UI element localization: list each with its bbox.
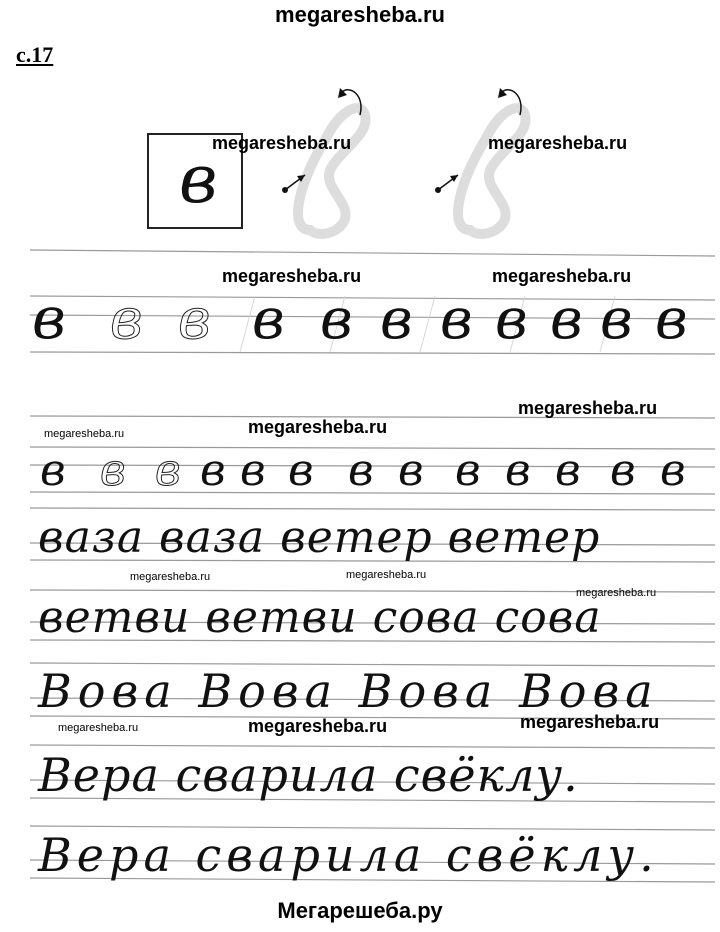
letter-copy: в bbox=[252, 287, 285, 352]
letter-model: в bbox=[40, 445, 66, 496]
letter-copy: в bbox=[200, 445, 226, 496]
letter-copy: в bbox=[240, 445, 266, 496]
letter-copy: в bbox=[455, 445, 481, 496]
site-footer: Мегарешеба.ру bbox=[277, 898, 443, 923]
letter-copy: в bbox=[655, 287, 688, 352]
letter-copy: в bbox=[555, 445, 581, 496]
watermark: megaresheba.ru bbox=[576, 587, 657, 599]
letter-copy: в bbox=[600, 287, 633, 352]
watermark: megaresheba.ru bbox=[248, 716, 388, 736]
site-header: megaresheba.ru bbox=[275, 2, 445, 27]
watermark: megaresheba.ru bbox=[130, 571, 211, 583]
copy-line-3: ваза ваза ветер ветер bbox=[38, 512, 601, 563]
letter-model: в bbox=[32, 284, 66, 352]
sample-letter: в bbox=[179, 141, 218, 218]
watermark: megaresheba.ru bbox=[518, 398, 658, 418]
letter-copy: в bbox=[505, 445, 531, 496]
watermark: megaresheba.ru bbox=[248, 417, 388, 437]
watermark: megaresheba.ru bbox=[492, 266, 632, 286]
watermark: megaresheba.ru bbox=[488, 133, 628, 153]
letter-dashed: в bbox=[100, 445, 126, 496]
stroke-order-diagram-2 bbox=[430, 80, 540, 240]
letter-copy: в bbox=[495, 287, 528, 352]
letter-copy: в bbox=[660, 445, 686, 496]
letter-copy: в bbox=[380, 287, 413, 352]
letter-copy: в bbox=[610, 445, 636, 496]
letter-dashed: в bbox=[178, 287, 211, 352]
watermark: megaresheba.ru bbox=[222, 266, 362, 286]
watermark: megaresheba.ru bbox=[520, 712, 660, 732]
letter-row-1 bbox=[30, 284, 710, 352]
watermark: megaresheba.ru bbox=[44, 428, 125, 440]
copy-line-7: Вера сварила свёклу. bbox=[38, 828, 659, 882]
letter-dashed: в bbox=[155, 445, 181, 496]
letter-copy: в bbox=[398, 445, 424, 496]
stroke-order-diagram-1 bbox=[270, 80, 380, 240]
watermark: megaresheba.ru bbox=[212, 133, 352, 153]
letter-copy: в bbox=[288, 445, 314, 496]
letter-row-2 bbox=[30, 440, 710, 496]
watermark: megaresheba.ru bbox=[58, 722, 139, 734]
page-number: с.17 bbox=[16, 42, 54, 67]
letter-dashed: в bbox=[110, 287, 143, 352]
copy-line-4: ветви ветви сова сова bbox=[38, 592, 602, 643]
letter-copy: в bbox=[550, 287, 583, 352]
watermark: megaresheba.ru bbox=[346, 569, 427, 581]
copy-line-5: Вова Вова Вова Вова bbox=[38, 664, 659, 718]
copy-line-6: Вера сварила свёклу. bbox=[38, 748, 579, 802]
letter-copy: в bbox=[348, 445, 374, 496]
letter-copy: в bbox=[440, 287, 473, 352]
letter-copy: в bbox=[320, 287, 353, 352]
